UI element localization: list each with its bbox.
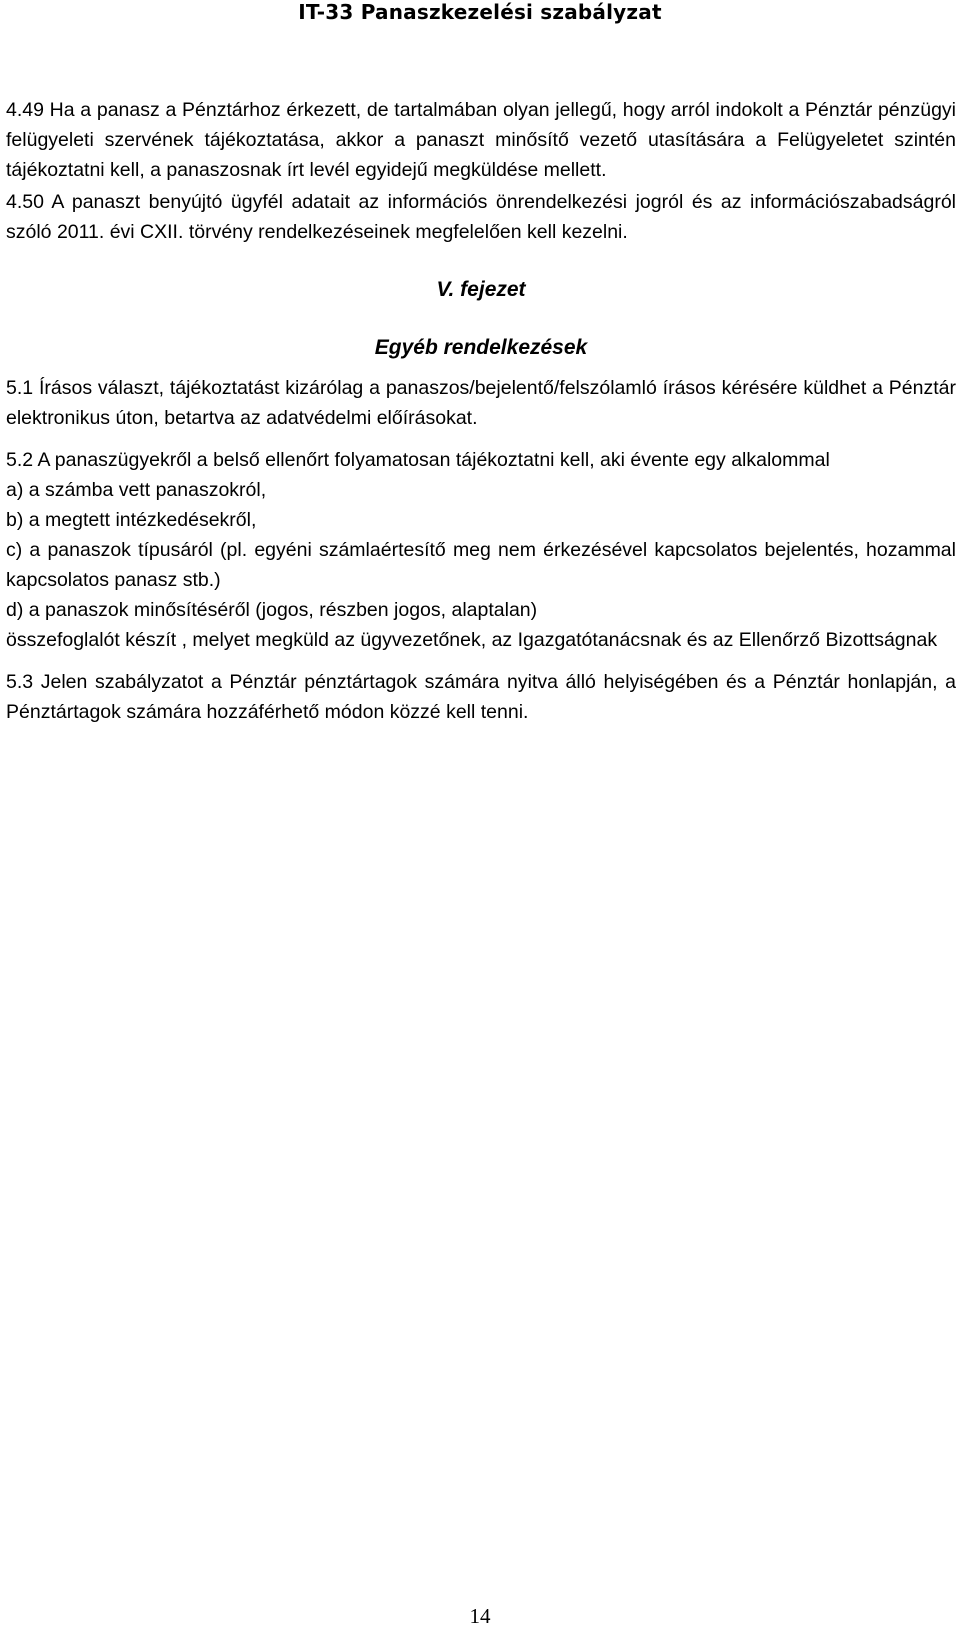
page-number: 14 (469, 1604, 491, 1628)
paragraph-5-2-outro: összefoglalót készít , melyet megküld az ügyvezetőnek, az Igazgatótanácsnak és az Ellenőrző Bizottságnak (6, 629, 938, 651)
chapter-title: Egyéb rendelkezések (374, 336, 588, 359)
document-title: IT-33 Panaszkezelési szabályzat (298, 0, 662, 24)
list-item: b) a megtett intézkedésekről, (6, 509, 257, 531)
list-item: c) a panaszok típusáról (pl. egyéni számlaértesítő meg nem érkezésével kapcsolatos bejelentés, hozammal kapcsolatos panasz stb.) (6, 539, 956, 591)
paragraph-4-49: 4.49 Ha a panasz a Pénztárhoz érkezett, de tartalmában olyan jellegű, hogy arról indokolt a Pénztár pénzügyi felügyeleti szervének tájékoztatása, akkor a panaszt minősítő vezető utasítására a Felügyeletet szintén tájékoztatni kell, a panaszosnak írt levél egyidejű megküldése mellett. (6, 99, 956, 181)
paragraph-5-3: 5.3 Jelen szabályzatot a Pénztár pénztártagok számára nyitva álló helyiségében és a Pénztár honlapján, a Pénztártagok számára hozzáférhető módon közzé kell tenni. (6, 671, 956, 723)
document-body (6, 95, 956, 727)
paragraph-4-50: 4.50 A panaszt benyújtó ügyfél adatait az információs önrendelkezési jogról és az információszabadságról szóló 2011. évi CXII. törvény rendelkezéseinek megfelelően kell kezelni. (6, 191, 956, 243)
list-item: d) a panaszok minősítéséről (jogos, részben jogos, alaptalan) (6, 599, 538, 621)
page-header (0, 0, 960, 26)
paragraph-5-1: 5.1 Írásos választ, tájékoztatást kizárólag a panaszos/bejelentő/felszólamló írásos kérésére küldhet a Pénztár elektronikus úton, betartva az adatvédelmi előírásokat. (6, 377, 956, 429)
paragraph-5-2-intro: 5.2 A panaszügyekről a belső ellenőrt folyamatosan tájékoztatni kell, aki évente egy alkalommal (6, 449, 830, 471)
list-item: a) a számba vett panaszokról, (6, 479, 267, 501)
chapter-number: V. fejezet (436, 278, 526, 301)
